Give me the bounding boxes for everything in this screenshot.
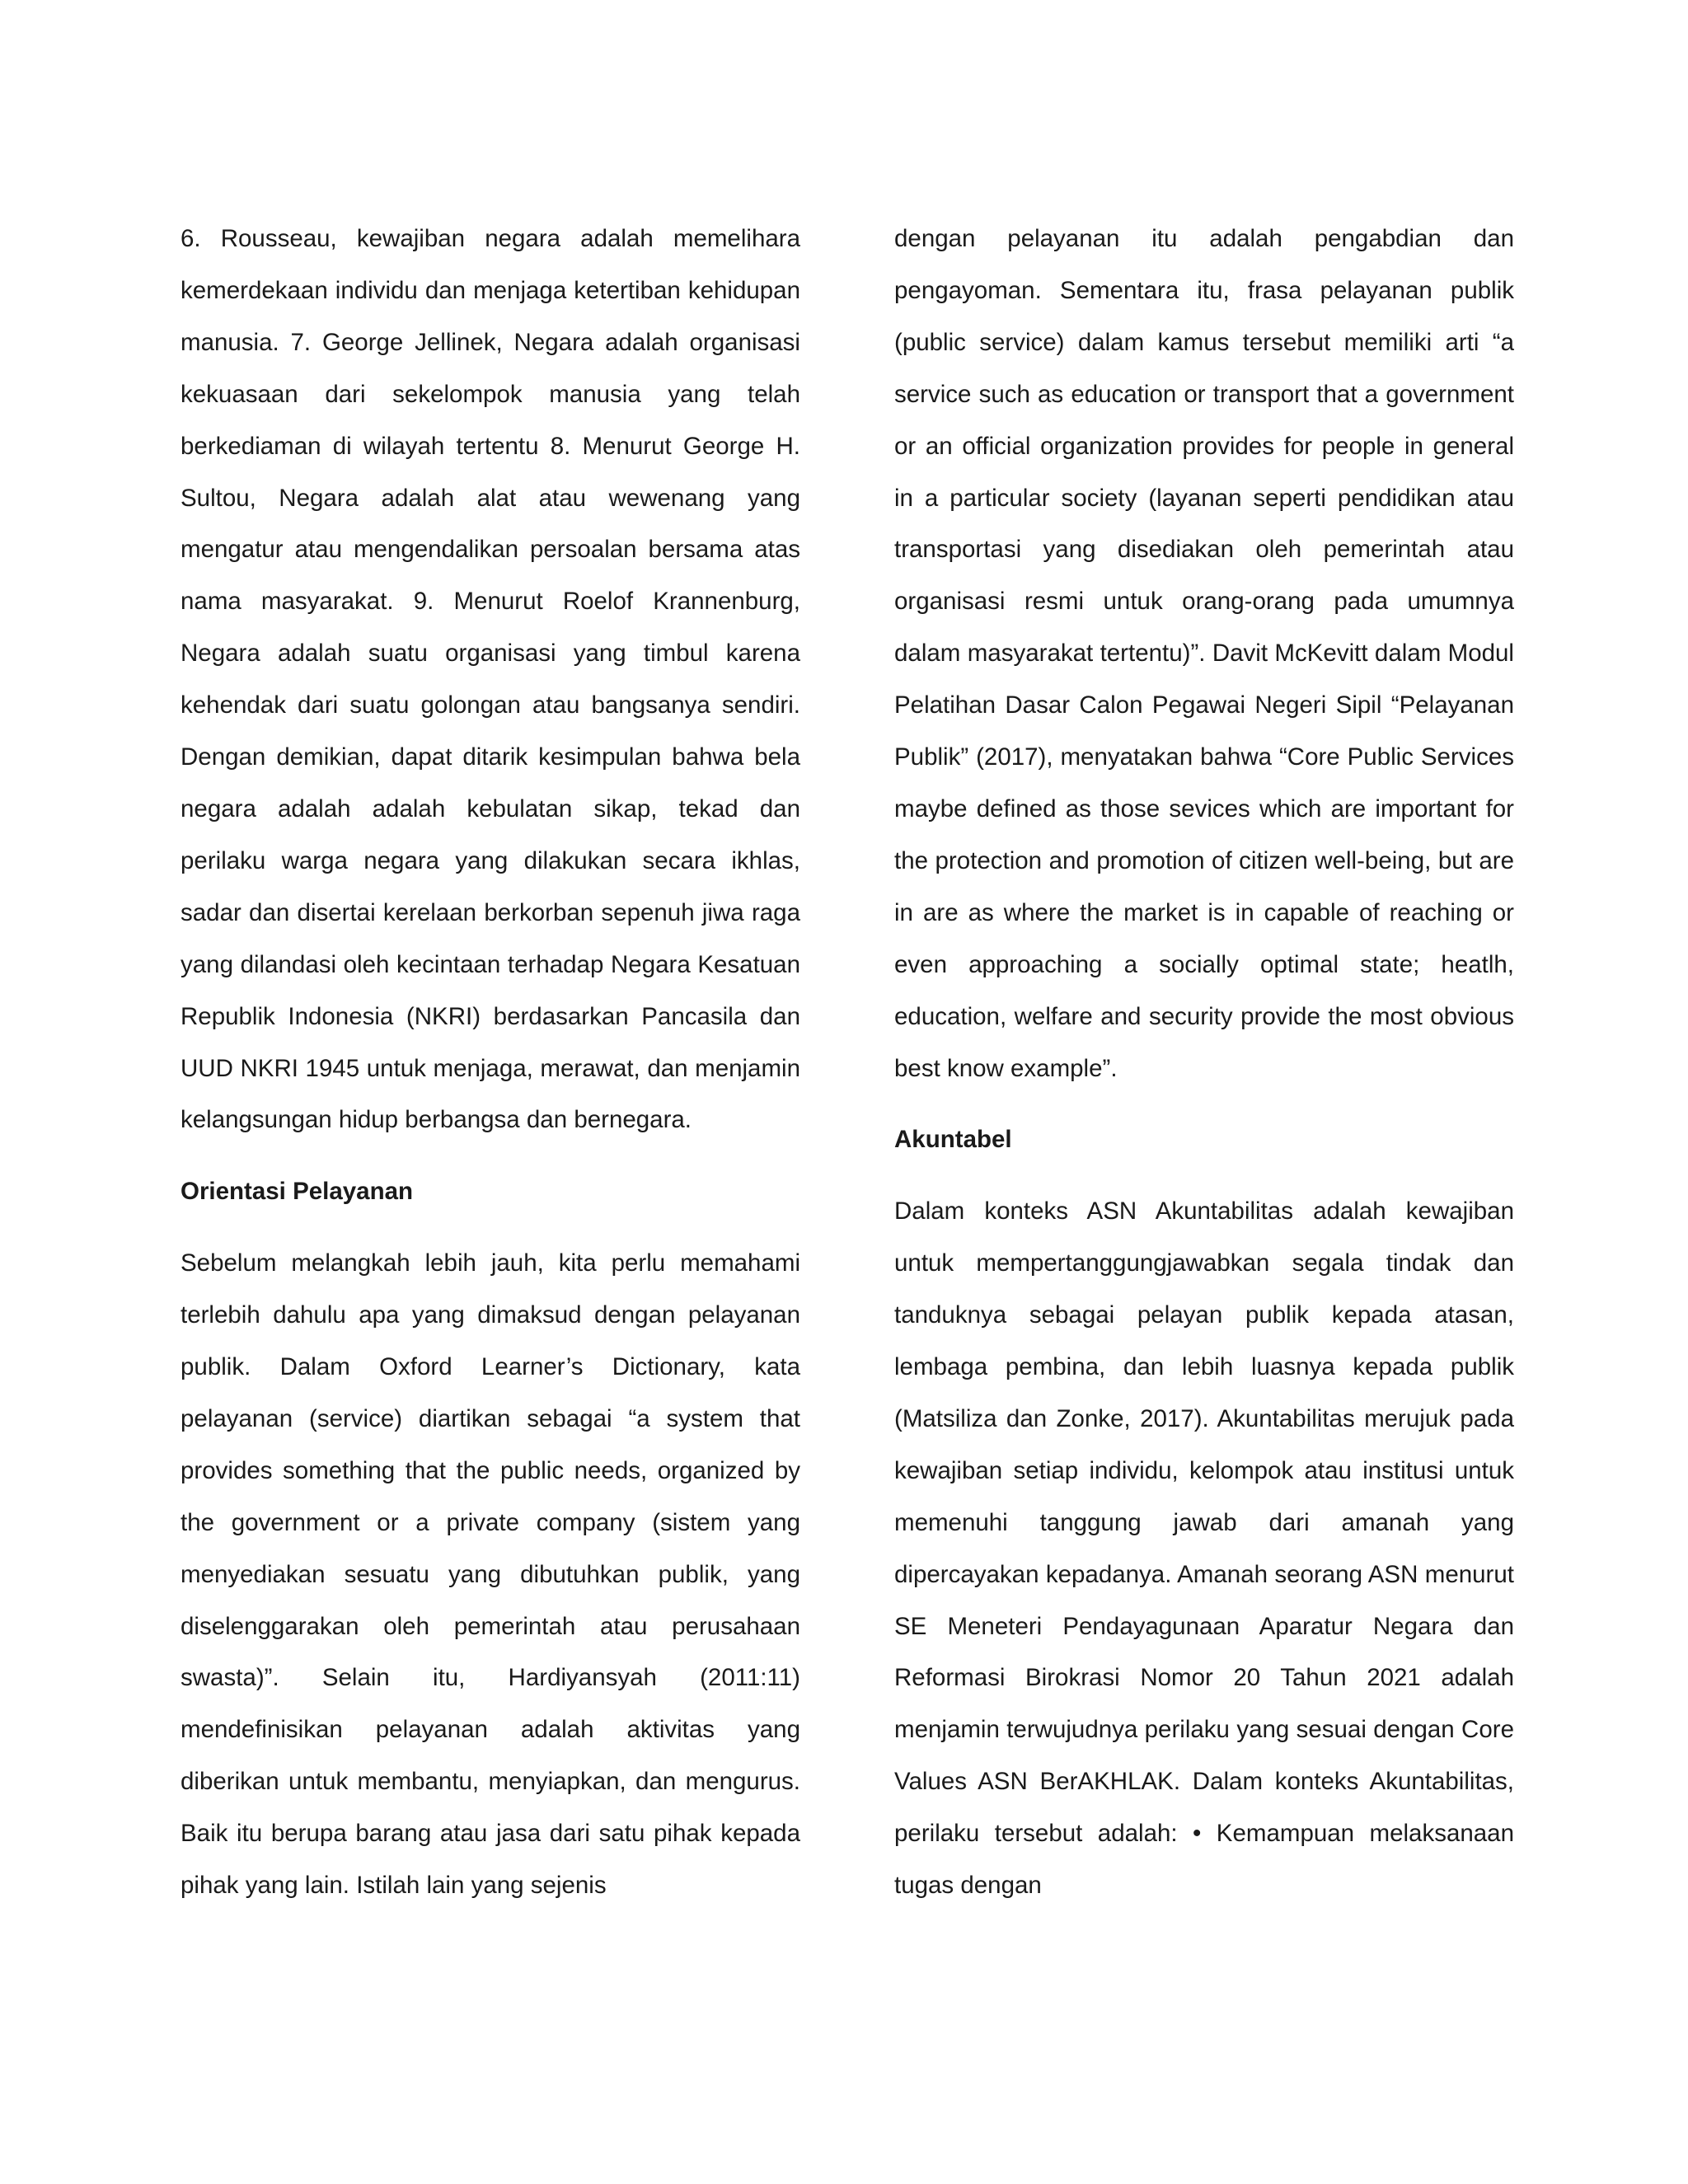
paragraph-akuntabilitas: Dalam konteks ASN Akuntabilitas adalah kewajiban untuk mempertanggungjawabkan segala tindak dan tanduknya sebagai pelayan publik kepada atasan, lembaga pembina, dan lebih luasnya kepada publik (Matsiliza dan Zonke, 2017). Akuntabilitas merujuk pada kewajiban setiap individu, kelompok atau institusi untuk memenuhi tanggung jawab dari amanah yang dipercayakan kepadanya. Amanah seorang ASN menurut SE Meneteri Pendayagunaan Aparatur Negara dan Reformasi Birokrasi Nomor 20 Tahun 2021 adalah menjamin terwujudnya perilaku yang sesuai dengan Core Values ASN BerAKHLAK. Dalam konteks Akuntabilitas, perilaku tersebut adalah: • Kemampuan melaksanaan tugas dengan [894, 1197, 1514, 1900]
paragraph-bela-negara: 6. Rousseau, kewajiban negara adalah memelihara kemerdekaan individu dan menjaga ketertiban kehidupan manusia. 7. George Jellinek, Negara adalah organisasi kekuasaan dari sekelompok manusia yang telah berkediaman di wilayah tertentu 8. Menurut George H. Sultou, Negara adalah alat atau wewenang yang mengatur atau mengendalikan persoalan bersama atas nama masyarakat. 9. Menurut Roelof Krannenburg, Negara adalah suatu organisasi yang timbul karena kehendak dari suatu golongan atau bangsanya sendiri. Dengan demikian, dapat ditarik kesimpulan bahwa bela negara adalah adalah kebulatan sikap, tekad dan perilaku warga negara yang dilakukan secara ikhlas, sadar dan disertai kerelaan berkorban sepenuh jiwa raga yang dilandasi oleh kecintaan terhadap Negara Kesatuan Republik Indonesia (NKRI) berdasarkan Pancasila dan UUD NKRI 1945 untuk menjaga, merawat, dan menjamin kelangsungan hidup berbangsa dan bernegara. [181, 225, 800, 1134]
right-column [894, 213, 1514, 1912]
paragraph-public-service: dengan pelayanan itu adalah pengabdian dan pengayoman. Sementara itu, frasa pelayanan publik (public service) dalam kamus tersebut memiliki arti “a service such as education or transport that a government or an official organization provides for people in general in a particular society (layanan seperti pendidikan atau transportasi yang disediakan oleh pemerintah atau organisasi resmi untuk orang-orang pada umumnya dalam masyarakat tertentu)”. Davit McKevitt dalam Modul Pelatihan Dasar Calon Pegawai Negeri Sipil “Pelayanan Publik” (2017), menyatakan bahwa “Core Public Services maybe defined as those sevices which are important for the protection and promotion of citizen well-being, but are in are as where the market is in capable of reaching or even approaching a socially optimal state; heatlh, education, welfare and security provide the most obvious best know example”. [894, 225, 1514, 1082]
left-column [181, 213, 800, 1912]
heading-akuntabel: Akuntabel [894, 1126, 1012, 1154]
heading-orientasi-pelayanan: Orientasi Pelayanan [181, 1178, 414, 1206]
paragraph-pelayanan-publik: Sebelum melangkah lebih jauh, kita perlu memahami terlebih dahulu apa yang dimaksud dengan pelayanan publik. Dalam Oxford Learner’s Dictionary, kata pelayanan (service) diartikan sebagai “a system that provides something that the public needs, organized by the government or a private company (sistem yang menyediakan sesuatu yang dibutuhkan publik, yang diselenggarakan oleh pemerintah atau perusahaan swasta)”. Selain itu, Hardiyansyah (2011:11) mendefinisikan pelayanan adalah aktivitas yang diberikan untuk membantu, menyiapkan, dan mengurus. Baik itu berupa barang atau jasa dari satu pihak kepada pihak yang lain. Istilah lain yang sejenis [181, 1249, 800, 1900]
